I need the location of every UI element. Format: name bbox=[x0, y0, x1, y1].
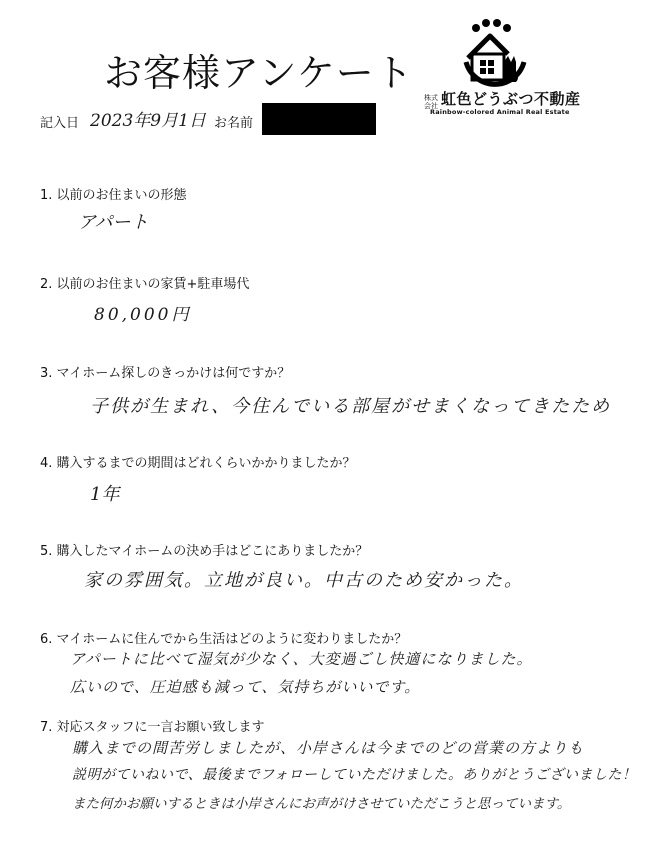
brand-name: 虹色どうぶつ不動産 bbox=[441, 90, 581, 108]
question-4-label: 4. 購入するまでの期間はどれくらいかかりましたか？ bbox=[40, 456, 356, 471]
question-2-answer: 80,000円 bbox=[94, 305, 192, 325]
question-7-answer-line-3: また何かお願いするときは小岸さんにお声がけさせていただこうと思っています。 bbox=[72, 796, 571, 812]
question-5-answer: 家の雰囲気。立地が良い。中古のため安かった。 bbox=[84, 570, 524, 591]
question-3-answer: 子供が生まれ、今住んでいる部屋がせまくなってきたため bbox=[90, 396, 612, 417]
question-6-answer-line-2: 広いので、圧迫感も減って、気持ちがいいです。 bbox=[70, 678, 421, 696]
question-1-label: 1. 以前のお住まいの形態 bbox=[40, 188, 187, 203]
house-cat-logo-icon bbox=[458, 18, 532, 94]
question-2-label: 2. 以前のお住まいの家賃+駐車場代 bbox=[40, 277, 250, 292]
brand-corp-line2: 会社 bbox=[424, 102, 438, 110]
question-3-label: 3. マイホーム探しのきっかけは何ですか？ bbox=[40, 366, 291, 381]
question-6-answer-line-1: アパートに比べて湿気が少なく、大変過ごし快適になりました。 bbox=[70, 650, 533, 668]
name-redaction bbox=[262, 103, 376, 135]
page-title: お客様アンケート bbox=[104, 51, 414, 95]
question-7-answer-line-1: 購入までの間苦労しましたが、小岸さんは今までのどの営業の方よりも bbox=[72, 739, 585, 757]
question-7-answer-line-2: 説明がていねいで、最後までフォローしていただけました。ありがとうございました！ bbox=[72, 767, 637, 783]
name-label: お名前 bbox=[214, 116, 254, 131]
question-1-answer: アパート bbox=[78, 212, 149, 233]
brand-corp-line1: 株式 bbox=[424, 94, 438, 102]
question-7-label: 7. 対応スタッフに一言お願い致します bbox=[40, 720, 265, 735]
company-logo bbox=[458, 18, 532, 94]
question-4-answer: 1年 bbox=[90, 484, 120, 505]
date-value: 2023年9月1日 bbox=[90, 111, 206, 131]
question-6-label: 6. マイホームに住んでから生活はどのように変わりましたか？ bbox=[40, 632, 408, 647]
brand-english-name: Rainbow-colored Animal Real Estate bbox=[430, 108, 570, 116]
date-label: 記入日 bbox=[40, 116, 80, 131]
question-5-label: 5. 購入したマイホームの決め手はどこにありましたか？ bbox=[40, 544, 369, 559]
